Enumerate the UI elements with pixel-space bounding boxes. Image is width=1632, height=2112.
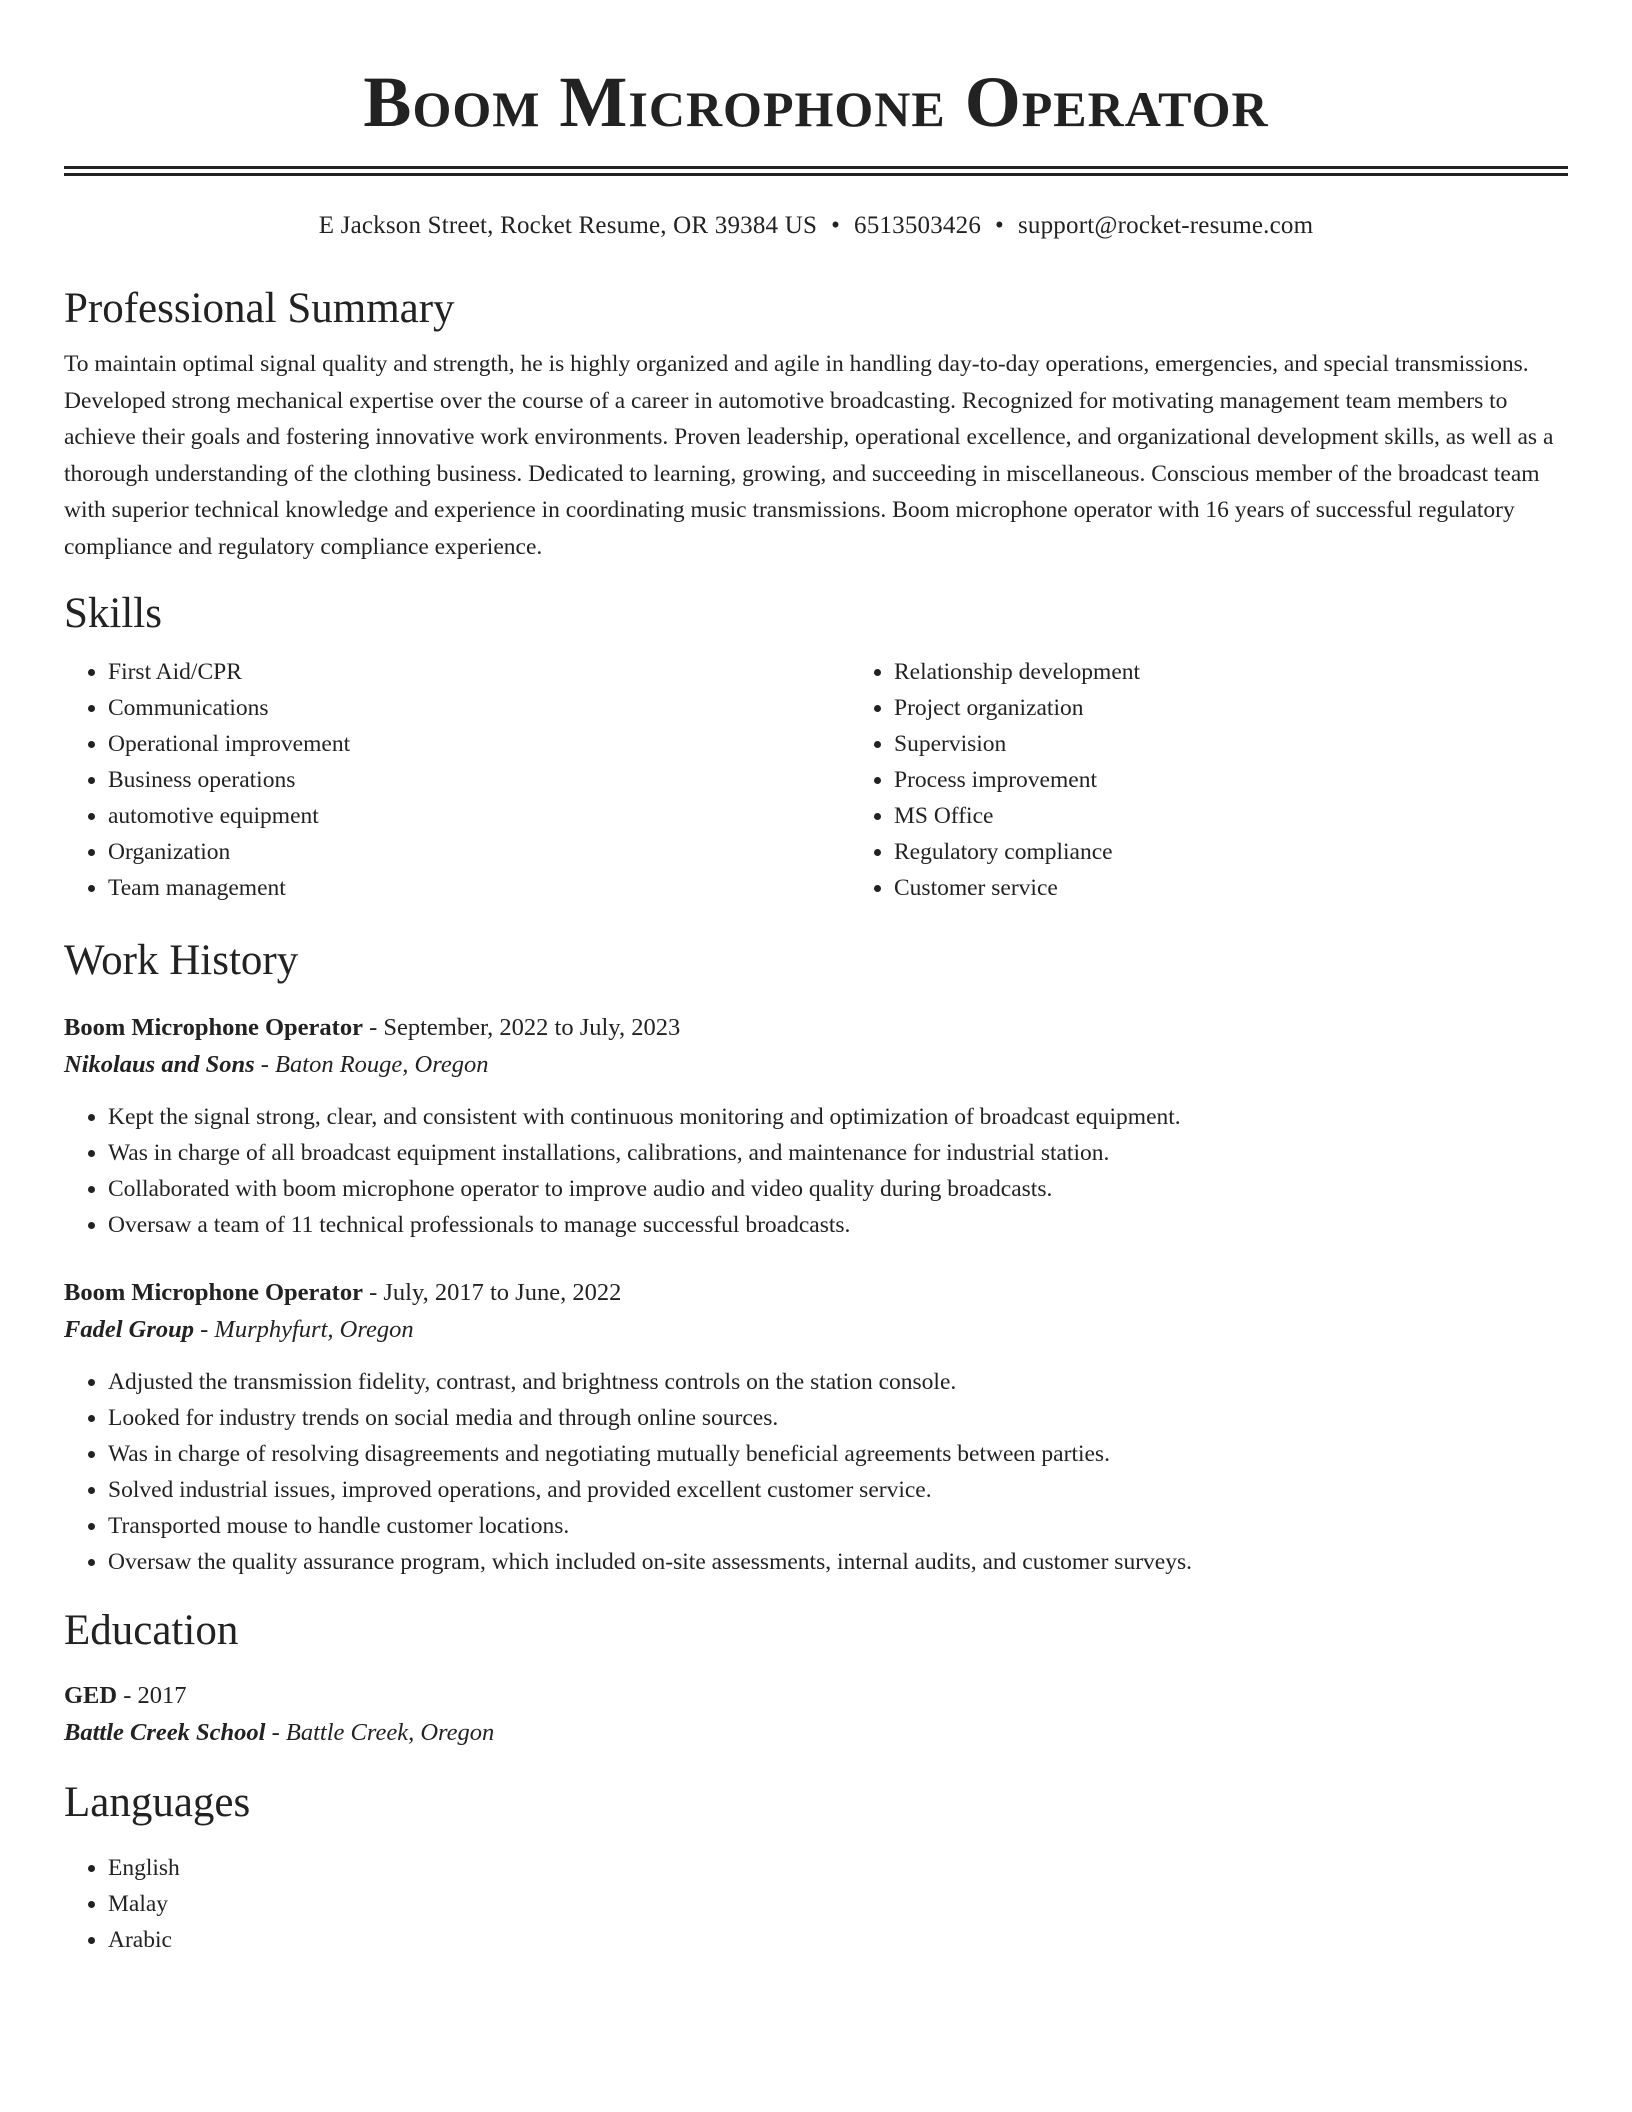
candidate-name: Boom Microphone Operator [363,62,1269,142]
skill-item: • First Aid/CPR [108,654,850,690]
skill-item: • Business operations [108,762,850,798]
job-bullet: • Adjusted the transmission fidelity, contrast, and brightness controls on the station console. [108,1364,1568,1400]
skills-list-left [64,654,850,906]
job-bullet: • Kept the signal strong, clear, and consistent with continuous monitoring and optimization of broadcast equipment. [108,1099,1568,1135]
skill-item: • Communications [108,690,850,726]
job-role: Boom Microphone Operator [64,1279,363,1306]
job-dates: - July, 2017 to June, 2022 [369,1279,622,1306]
language-item: • Arabic [108,1922,1568,1958]
education-year: - 2017 [123,1682,187,1709]
skill-item: • Project organization [894,690,1632,726]
skill-item: • Customer service [894,870,1632,906]
education-school-line [64,1714,1568,1752]
job-role: Boom Microphone Operator [64,1014,363,1041]
language-item: • Malay [108,1886,1568,1922]
education-heading: Education [64,1607,239,1654]
skill-item: • Relationship development [894,654,1632,690]
job-bullet-list [64,1099,1568,1243]
job-bullet: • Oversaw a team of 11 technical professionals to manage successful broadcasts. [108,1207,1568,1243]
skills-heading: Skills [64,590,162,637]
contact-separator: • [831,212,841,239]
education-entry [64,1678,1568,1752]
skill-item: • automotive equipment [108,798,850,834]
education-school: Battle Creek School [64,1719,266,1746]
job-company-line [64,1311,1568,1349]
skill-item: • Team management [108,870,850,906]
job-location: - Murphyfurt, Oregon [200,1316,414,1343]
job-entry [64,1275,1568,1580]
job-title-line [64,1010,1568,1046]
summary-text: To maintain optimal signal quality and strength, he is highly organized and agile in handling day-to-day operations, emergencies, and special transmissions. Developed strong mechanical expertise over the course of a career in automotive broadcasting. Recognized for motivating management team members to achieve their goals and fostering innovative work environments. Proven leadership, operational excellence, and organizational development skills, as well as a thorough understanding of the clothing business. Dedicated to learning, growing, and succeeding in miscellaneous. Conscious member of the broadcast team with superior technical knowledge and experience in coordinating music transmissions. Boom microphone operator with 16 years of successful regulatory compliance and regulatory compliance experience. [64,351,1554,560]
job-bullet: • Transported mouse to handle customer locations. [108,1508,1568,1544]
contact-email: support@rocket-resume.com [1017,212,1314,239]
skill-item: • Regulatory compliance [894,834,1632,870]
header-double-rule [64,166,1568,176]
job-company: Fadel Group [64,1316,195,1343]
job-bullet: • Was in charge of all broadcast equipment installations, calibrations, and maintenance for industrial station. [108,1135,1568,1171]
job-bullet-list [64,1364,1568,1580]
job-location: - Baton Rouge, Oregon [260,1051,489,1078]
job-company: Nikolaus and Sons [64,1051,255,1078]
contact-address: E Jackson Street, Rocket Resume, OR 39384 US [318,212,818,239]
skill-item: • Process improvement [894,762,1632,798]
language-item: • English [108,1850,1568,1886]
languages-list [64,1850,1568,1958]
job-title-line [64,1275,1568,1311]
work-history-heading: Work History [64,937,299,984]
education-degree: GED [64,1682,118,1709]
education-degree-line [64,1678,1568,1714]
job-bullet: • Solved industrial issues, improved operations, and provided excellent customer service. [108,1472,1568,1508]
job-dates: - September, 2022 to July, 2023 [369,1014,681,1041]
job-bullet: • Oversaw the quality assurance program, which included on-site assessments, internal audits, and customer surveys. [108,1544,1568,1580]
job-bullet: • Was in charge of resolving disagreements and negotiating mutually beneficial agreements between parties. [108,1436,1568,1472]
contact-phone: 6513503426 [854,212,982,239]
contact-line [64,210,1568,242]
contact-separator: • [995,212,1004,239]
job-entry [64,1010,1568,1243]
skill-item: • Supervision [894,726,1632,762]
job-bullet: • Collaborated with boom microphone operator to improve audio and video quality during broadcasts. [108,1171,1568,1207]
job-company-line [64,1046,1568,1084]
skill-item: • MS Office [894,798,1632,834]
skill-item: • Organization [108,834,850,870]
job-bullet: • Looked for industry trends on social media and through online sources. [108,1400,1568,1436]
skills-columns [64,654,1568,906]
skills-list-right [850,654,1632,906]
education-location: - Battle Creek, Oregon [271,1719,495,1746]
skill-item: • Operational improvement [108,726,850,762]
languages-heading: Languages [64,1779,251,1826]
summary-heading: Professional Summary [64,285,455,332]
